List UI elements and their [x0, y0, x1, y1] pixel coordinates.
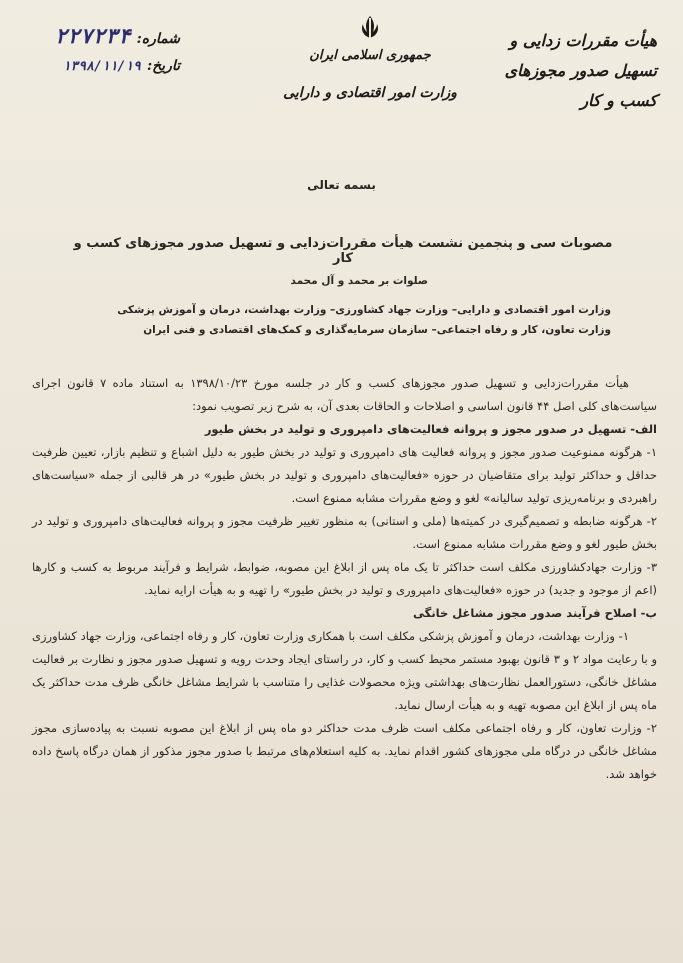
- blessing: صلوات بر محمد و آل محمد: [290, 275, 428, 287]
- republic-title: جمهوری اسلامی ایران: [309, 48, 431, 63]
- organization-header: [487, 26, 657, 116]
- document-title: مصوبات سی و پنجمین نشست هیأت مقررات‌زدایی و تسهیل صدور مجوزهای کسب و کار: [73, 236, 613, 266]
- section-heading: ب- اصلاح فرآیند صدور مجوز مشاغل خانگی: [413, 606, 657, 620]
- number-label: شماره:: [136, 31, 180, 47]
- date-label: تاریخ:: [146, 58, 180, 74]
- ministry-title: وزارت امور اقتصادی و دارایی: [283, 85, 457, 101]
- recipient-line: وزارت تعاون، کار و رفاه اجتماعی– سازمان سرمایه‌گذاری و کمک‌های اقتصادی و فنی ایران: [143, 324, 611, 336]
- section-heading: الف- تسهیل در صدور مجوز و پروانه فعالیت‌های دامپروری و تولید در بخش طیور: [204, 422, 657, 436]
- clause-paragraph: ۱- هرگونه ممنوعیت صدور مجوز و پروانه فعالیت های دامپروری و تولید در بخش طیور به دلیل اشباع و تنظیم بازار، تعیین ظرفیت حداقل و حداکثر تولید برای متقاضیان در حوزه «فعالیت‌های دامپروری و تولید در بخش طیور» در هر قالبی از جمله «سیاست‌های راهبردی و برنامه‌ریزی تولید سالیانه» لغو و وضع مقررات مشابه ممنوع است.: [32, 445, 657, 505]
- organization-line-2: تسهیل صدور مجوزهای کسب و کار: [504, 61, 657, 110]
- organization-line-1: هیأت مقررات زدایی و: [509, 31, 657, 50]
- letter-meta: [30, 24, 180, 92]
- clause-paragraph: ۲- وزارت تعاون، کار و رفاه اجتماعی مکلف است ظرف مدت حداکثر دو ماه پس از ابلاغ این مصوبه نسبت به پیاده‌سازی مجوز مشاغل خانگی در درگاه ملی مجوزهای کشور اقدام نماید. به کلیه استعلام‌های مرتبط با صدور مجوز مذکور از همان درگاه پاسخ داده خواهد شد.: [32, 721, 657, 781]
- clause-paragraph: ۲- هرگونه ضابطه و تصمیم‌گیری در کمیته‌ها (ملی و استانی) به منظور تغییر ظرفیت مجوز و پروانه فعالیت‌های دامپروری و تولید در بخش طیور لغو و وضع مقررات مشابه ممنوع است.: [32, 514, 657, 551]
- government-header: [270, 14, 470, 108]
- recipients: [91, 300, 611, 340]
- iran-emblem-icon: [357, 14, 383, 40]
- number-row: [30, 24, 180, 58]
- clause-paragraph: ۱- وزارت بهداشت، درمان و آموزش پزشکی مکلف است با همکاری وزارت تعاون، کار و رفاه اجتماعی، وزارت جهاد کشاورزی و با رعایت مواد ۲ و ۳ قانون بهبود مستمر محیط کسب و کار، در راستای ایجاد وحدت رویه و تسهیل صدور مجوز و نظارت بر فعالیت مشاغل خانگی، دستورالعمل نظارت‌های بهداشتی ویژه محصولات غذایی را متناسب با شرایط مشاغل خانگی ظرف مدت حداکثر یک ماه پس از ابلاغ این مصوبه تهیه و به هیأت ارسال نماید.: [32, 629, 657, 712]
- clause-paragraph: ۳- وزارت جهادکشاورزی مکلف است حداکثر تا یک ماه پس از ابلاغ این مصوبه، ضوابط، شرایط و فرآیند مربوط به کسب و کارها (اعم از موجود و جدید) در حوزه «فعالیت‌های دامپروری و تولید در بخش طیور» را تهیه و به هیأت ارایه نماید.: [32, 560, 657, 597]
- intro-paragraph: هیأت مقررات‌زدایی و تسهیل صدور مجوزهای کسب و کار در جلسه مورخ ۱۳۹۸/۱۰/۲۳ به استناد ماده ۷ قانون اجرای سیاست‌های کلی اصل ۴۴ قانون اساسی و اصلاحات و الحاقات بعدی آن، به شرح زیر تصویب نمود:: [32, 376, 657, 413]
- number-value: ۲۲۷۲۳۴: [54, 24, 131, 48]
- recipient-line: وزارت امور اقتصادی و دارایی– وزارت جهاد کشاورزی– وزارت بهداشت، درمان و آموزش پزشکی: [117, 304, 611, 316]
- letter-body: [32, 372, 657, 786]
- date-row: [30, 58, 180, 92]
- date-value: ۱۳۹۸/۱۱/۱۹: [62, 59, 141, 74]
- salutation: بسمه تعالی: [307, 178, 376, 192]
